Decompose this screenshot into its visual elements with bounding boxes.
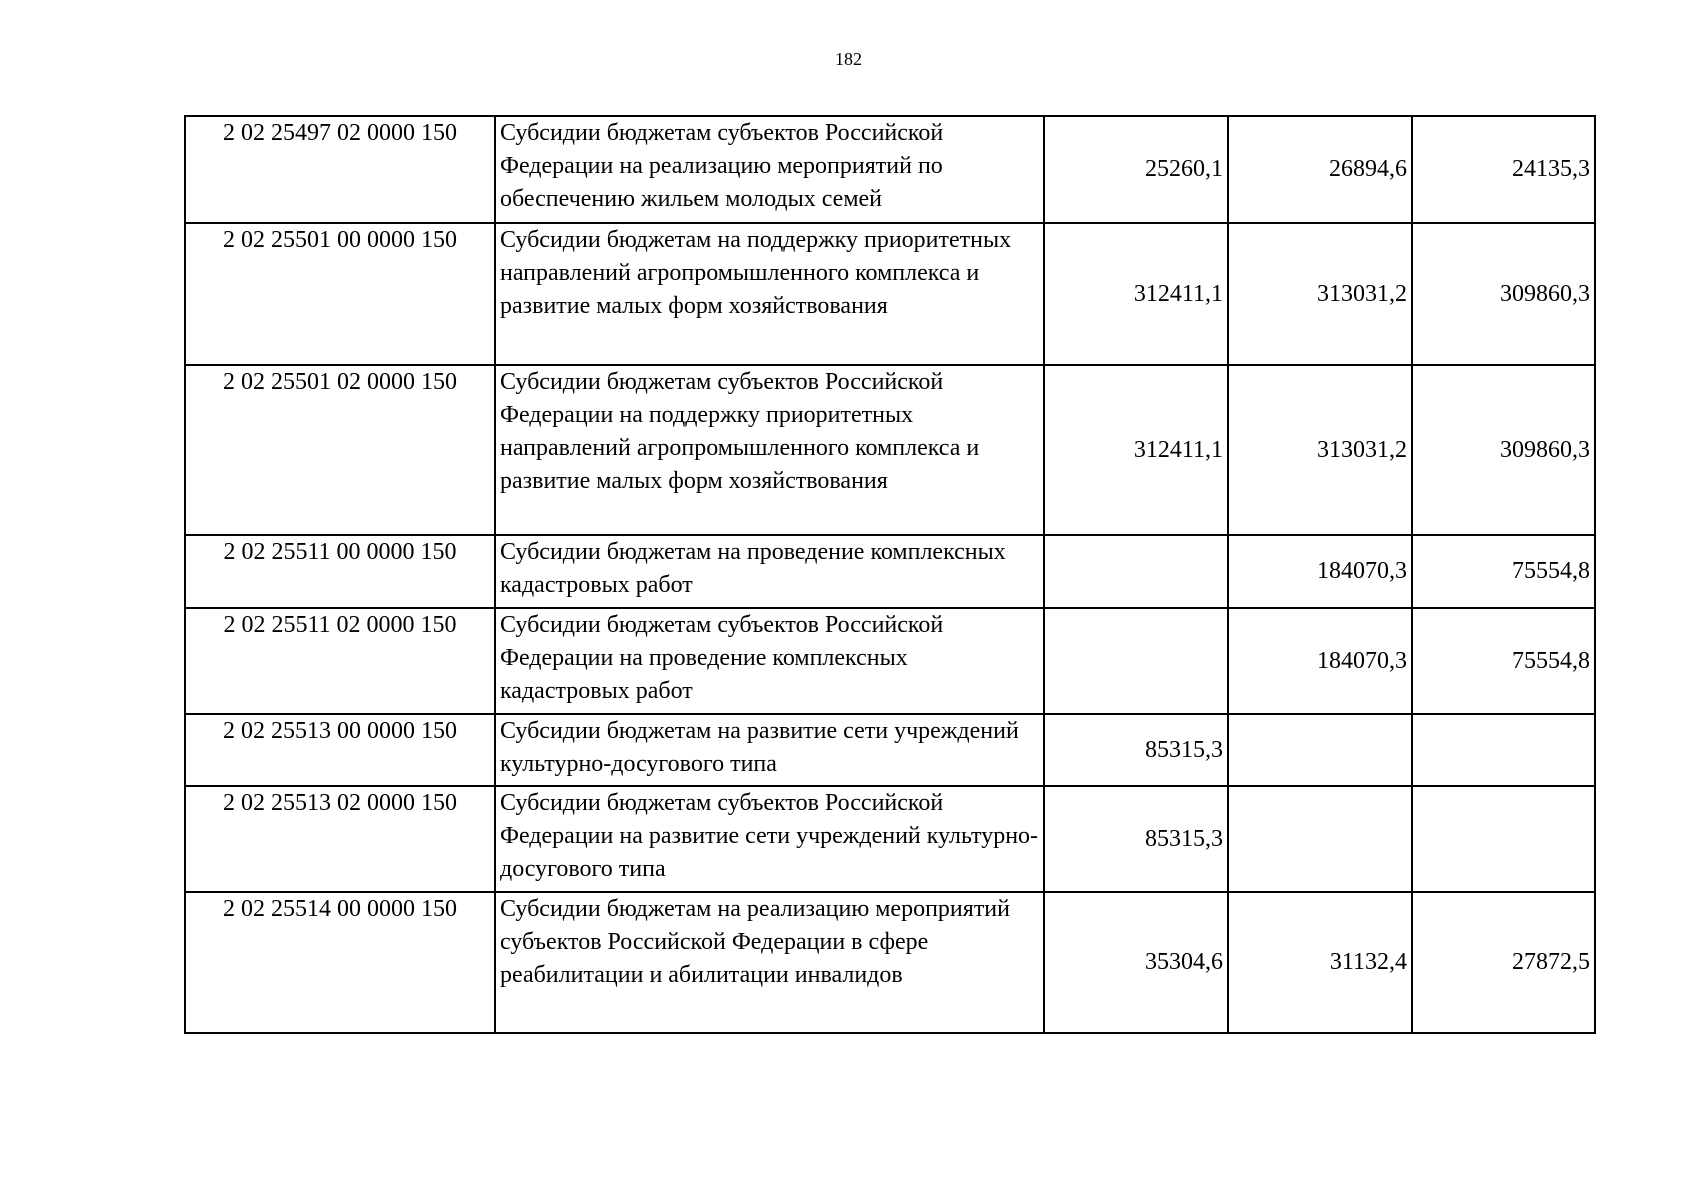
amount-cell-3: 309860,3: [1412, 223, 1595, 365]
amount-cell-1: [1044, 608, 1228, 714]
amount-cell-1: 85315,3: [1044, 786, 1228, 892]
amount-cell-2: [1228, 786, 1412, 892]
budget-code-cell: 2 02 25511 00 0000 150: [185, 535, 495, 608]
amount-cell-2: 26894,6: [1228, 116, 1412, 223]
description-cell: Субсидии бюджетам на проведение комплексных кадастровых работ: [495, 535, 1044, 608]
amount-cell-3: 309860,3: [1412, 365, 1595, 535]
description-cell: Субсидии бюджетам субъектов Российской Федерации на реализацию мероприятий по обеспечению жильем молодых семей: [495, 116, 1044, 223]
description-cell: Субсидии бюджетам на реализацию мероприятий субъектов Российской Федерации в сфере реабилитации и абилитации инвалидов: [495, 892, 1044, 1033]
description-cell: Субсидии бюджетам на развитие сети учреждений культурно-досугового типа: [495, 714, 1044, 786]
amount-cell-2: [1228, 714, 1412, 786]
table-row: [185, 892, 1595, 1033]
budget-code-cell: 2 02 25501 00 0000 150: [185, 223, 495, 365]
budget-table: [184, 115, 1596, 1034]
budget-code-cell: 2 02 25501 02 0000 150: [185, 365, 495, 535]
table-row: [185, 365, 1595, 535]
amount-cell-1: 312411,1: [1044, 365, 1228, 535]
budget-code-cell: 2 02 25513 00 0000 150: [185, 714, 495, 786]
description-cell: Субсидии бюджетам субъектов Российской Федерации на проведение комплексных кадастровых работ: [495, 608, 1044, 714]
description-cell: Субсидии бюджетам субъектов Российской Федерации на развитие сети учреждений культурно-досугового типа: [495, 786, 1044, 892]
amount-cell-3: 27872,5: [1412, 892, 1595, 1033]
table-row: [185, 223, 1595, 365]
table-row: [185, 535, 1595, 608]
budget-code-cell: 2 02 25513 02 0000 150: [185, 786, 495, 892]
amount-cell-3: [1412, 714, 1595, 786]
amount-cell-1: 312411,1: [1044, 223, 1228, 365]
amount-cell-1: 25260,1: [1044, 116, 1228, 223]
amount-cell-1: 85315,3: [1044, 714, 1228, 786]
table-row: [185, 608, 1595, 714]
page-number: 182: [835, 49, 862, 69]
amount-cell-3: [1412, 786, 1595, 892]
amount-cell-2: 31132,4: [1228, 892, 1412, 1033]
budget-code-cell: 2 02 25514 00 0000 150: [185, 892, 495, 1033]
amount-cell-3: 24135,3: [1412, 116, 1595, 223]
amount-cell-1: [1044, 535, 1228, 608]
amount-cell-2: 313031,2: [1228, 223, 1412, 365]
amount-cell-1: 35304,6: [1044, 892, 1228, 1033]
amount-cell-3: 75554,8: [1412, 608, 1595, 714]
table-row: [185, 786, 1595, 892]
table-row: [185, 116, 1595, 223]
budget-code-cell: 2 02 25511 02 0000 150: [185, 608, 495, 714]
description-cell: Субсидии бюджетам субъектов Российской Федерации на поддержку приоритетных направлений агропромышленного комплекса и развитие малых форм хозяйствования: [495, 365, 1044, 535]
amount-cell-2: 184070,3: [1228, 535, 1412, 608]
amount-cell-3: 75554,8: [1412, 535, 1595, 608]
table-row: [185, 714, 1595, 786]
amount-cell-2: 313031,2: [1228, 365, 1412, 535]
description-cell: Субсидии бюджетам на поддержку приоритетных направлений агропромышленного комплекса и развитие малых форм хозяйствования: [495, 223, 1044, 365]
budget-code-cell: 2 02 25497 02 0000 150: [185, 116, 495, 223]
amount-cell-2: 184070,3: [1228, 608, 1412, 714]
